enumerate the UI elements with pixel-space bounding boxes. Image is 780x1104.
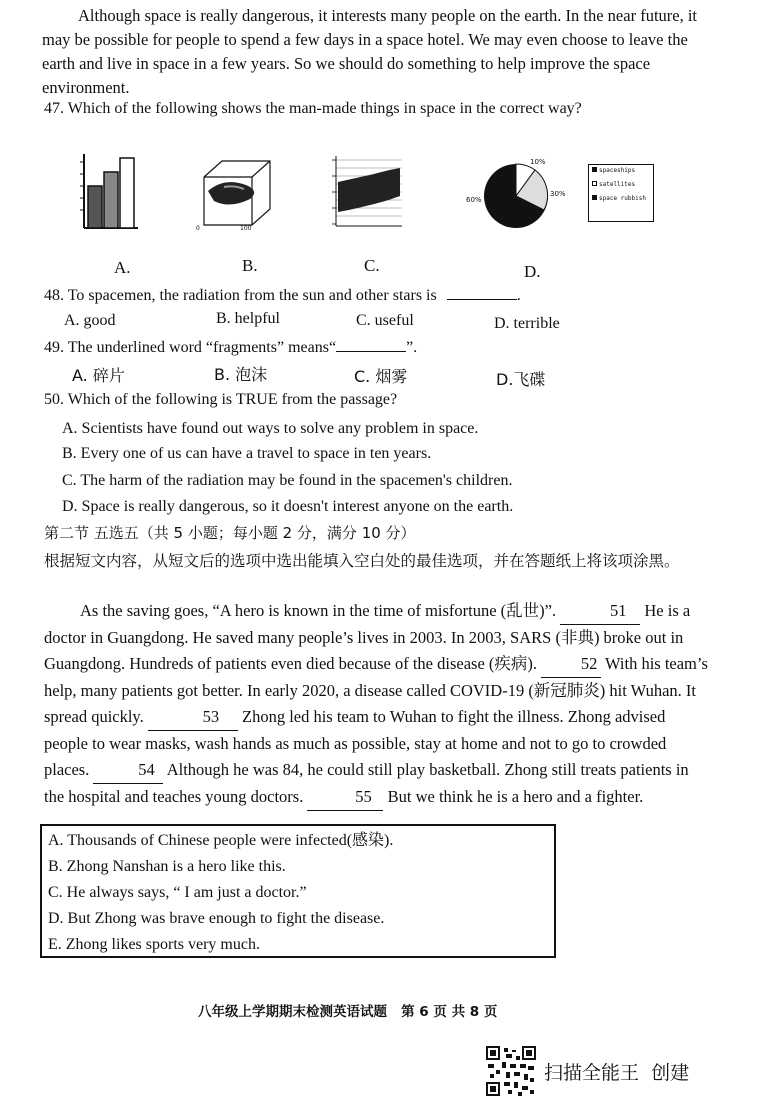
cloze-passage bbox=[44, 598, 712, 811]
choice-b: B. Zhong Nanshan is a hero like this. bbox=[48, 858, 286, 875]
option-d-label: D. bbox=[524, 262, 541, 281]
q49-option-c: C. 烟雾 bbox=[354, 367, 408, 386]
question-48-end: . bbox=[516, 287, 521, 304]
question-48 bbox=[44, 285, 724, 305]
q48-option-a: A. good bbox=[64, 312, 116, 329]
blank-54: 54 bbox=[93, 757, 163, 784]
question-50: 50. Which of the following is TRUE from the passage? bbox=[44, 391, 398, 408]
qr-code-icon bbox=[486, 1046, 536, 1096]
question-49-text: 49. The underlined word “fragments” means“ bbox=[44, 339, 337, 356]
legend-swatch-dark bbox=[592, 195, 597, 200]
answer-blank bbox=[447, 285, 517, 300]
page-footer: 八年级上学期期末检测英语试题 第 6 页 共 8 页 bbox=[198, 1004, 498, 1020]
legend-swatch-light bbox=[592, 181, 597, 186]
q49-option-a: A. 碎片 bbox=[72, 366, 125, 385]
question-47: 47. Which of the following shows the man-made things in space in the correct way? bbox=[44, 100, 582, 117]
choice-c: C. He always says, “ I am just a doctor.” bbox=[48, 884, 307, 901]
q50-option-b: B. Every one of us can have a travel to space in ten years. bbox=[62, 445, 432, 462]
q49-option-b: B. 泡沫 bbox=[214, 365, 268, 384]
figure-b-axis-right: 100 bbox=[240, 225, 252, 232]
choices-box bbox=[40, 824, 556, 958]
intro-paragraph: Although space is really dangerous, it interests many people on the earth. In the near future, it may be possible for people to spend a few days in a space hotel. We may even choose to leave the earth and live in space in a few years. So we should do something to help improve the space environment. bbox=[42, 6, 698, 97]
question-49 bbox=[44, 337, 724, 357]
legend-item-satellites bbox=[592, 181, 650, 189]
q50-option-a: A. Scientists have found out ways to solve any problem in space. bbox=[62, 420, 479, 437]
legend-swatch-dark bbox=[592, 167, 597, 172]
figure-a-bar-chart bbox=[78, 152, 140, 230]
choice-d: D. But Zhong was brave enough to fight the disease. bbox=[48, 910, 385, 927]
blank-55: 55 bbox=[307, 784, 383, 811]
q49-option-d: D.飞碟 bbox=[496, 370, 546, 389]
q48-option-b: B. helpful bbox=[216, 310, 280, 327]
blank-53: 53 bbox=[148, 704, 238, 731]
section2-heading: 第二节 五选五（共 5 小题；每小题 2 分，满分 10 分） bbox=[44, 524, 416, 542]
q48-option-c: C. useful bbox=[356, 312, 414, 329]
choice-e: E. Zhong likes sports very much. bbox=[48, 936, 260, 953]
figure-d-label-10: 10% bbox=[530, 158, 546, 166]
scanner-watermark: 扫描全能王 创建 bbox=[544, 1062, 690, 1084]
option-b-label: B. bbox=[242, 256, 258, 275]
figure-b-3d-chart bbox=[194, 155, 274, 235]
passage-text: Zhong led his team to Wuhan to fight the illness. Zhong advised people to wear masks, wash hands as much as possible, stay at home and not to go to crowded places. bbox=[44, 707, 667, 779]
legend-label: spaceships bbox=[599, 167, 636, 174]
figure-d-label-60: 60% bbox=[466, 196, 482, 204]
choice-a: A. Thousands of Chinese people were infected(感染). bbox=[48, 832, 394, 849]
passage-text: With his team’s help, many patients got better. In early 2020, a disease called COVID-19 (新冠肺炎) hit Wuhan. It spread quickly. bbox=[44, 654, 708, 726]
q48-option-d: D. terrible bbox=[494, 315, 560, 332]
question-49-end: ”. bbox=[406, 339, 418, 356]
figure-d-legend bbox=[588, 164, 654, 222]
passage-text: He is a doctor in Guangdong. He saved many people’s lives in 2003. In 2003, SARS (非典) broke out in Guangdong. Hundreds of patients even died because of the disease (疾病). bbox=[44, 601, 691, 673]
legend-item-space-rubbish bbox=[592, 195, 650, 203]
legend-label: satellites bbox=[599, 181, 636, 188]
blank-52: 52 bbox=[541, 651, 601, 678]
blank-51: 51 bbox=[560, 598, 640, 625]
figure-d-pie-chart bbox=[464, 158, 574, 234]
passage-text: As the saving goes, “A hero is known in the time of misfortune (乱世)”. bbox=[80, 601, 561, 620]
passage-text: But we think he is a hero and a fighter. bbox=[383, 787, 644, 806]
option-a-label: A. bbox=[114, 258, 131, 277]
option-c-label: C. bbox=[364, 256, 380, 275]
answer-blank bbox=[336, 337, 406, 352]
q50-option-d: D. Space is really dangerous, so it doesn't interest anyone on the earth. bbox=[62, 498, 514, 515]
legend-label: space rubbish bbox=[599, 195, 646, 202]
question-48-text: 48. To spacemen, the radiation from the sun and other stars is bbox=[44, 287, 437, 304]
legend-item-spaceships bbox=[592, 167, 650, 175]
q50-option-c: C. The harm of the radiation may be found in the spacemen's children. bbox=[62, 472, 513, 489]
figure-b-axis-left: 0 bbox=[196, 225, 200, 232]
passage-text: Although he was 84, he could still play basketball. Zhong still treats patients in the hospital and teaches young doctors. bbox=[44, 760, 689, 806]
figure-d-label-30: 30% bbox=[550, 190, 566, 198]
section2-instruction: 根据短文内容，从短文后的选项中选出能填入空白处的最佳选项，并在答题纸上将该项涂黑。 bbox=[44, 552, 680, 570]
figure-c-area-chart bbox=[326, 152, 406, 232]
